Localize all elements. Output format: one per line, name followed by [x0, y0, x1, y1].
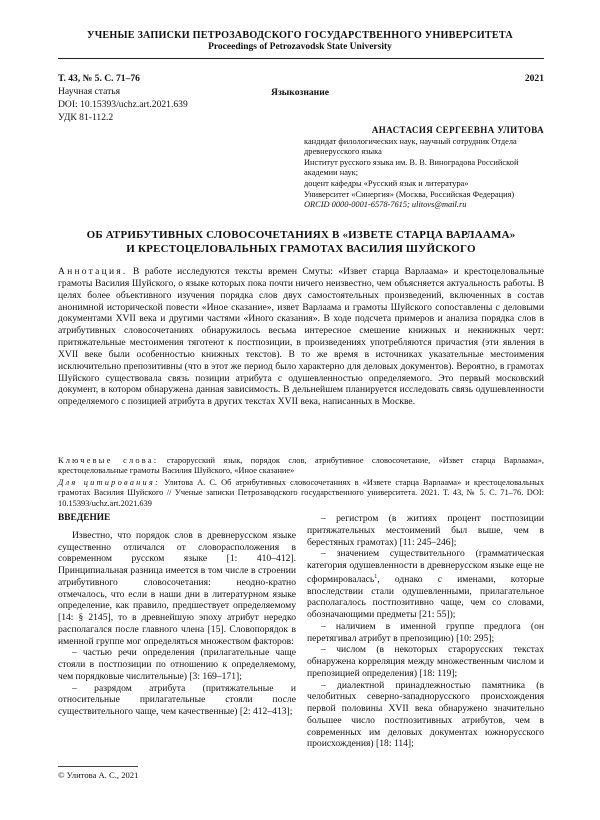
keywords-label: Ключевые слова:: [58, 456, 159, 465]
body-paragraph: – регистром (в житиях процент постпозиции притяжательных местоимений был выше, чем в берестяных грамотах) [11: 245–246];: [307, 513, 544, 548]
header-divider: [58, 58, 544, 59]
article-type: Научная статья: [58, 86, 121, 97]
section-heading: ВВЕДЕНИЕ: [58, 513, 111, 523]
body-text: , однако с именами, которые впоследствии стали одушевленными, прилагательное располагалось постпозитивно чаще, чем со словами, обозначающими предметы [21: 55]);: [307, 573, 544, 621]
author-affiliation: кандидат филологических наук, научный сотрудник Отдела древнерусского языка: [304, 136, 517, 157]
footer-divider: [58, 766, 138, 767]
keywords: [58, 456, 544, 477]
body-paragraph: – наличием в именной группе предлога (он перетягивал атрибут в препозицию) [10: 295];: [307, 620, 544, 644]
citation-label: Для цитирования:: [58, 478, 160, 487]
body-column-left: [58, 513, 296, 718]
udk: УДК 81-112.2: [58, 112, 114, 123]
citation-text: Улитова А. С. Об атрибутивных словосочетаниях в «Извете старца Варлаама» и крестоцеловальных грамотах Василия Шуйского // Ученые записки Петрозаводского государственного университета. 2021. Т. 43, № 5. С. 71–76. DOI: 10.15393/uchz.art.2021.639: [58, 478, 545, 508]
volume-info: Т. 43, № 5. С. 71–76: [58, 73, 140, 84]
body-text: – значением существительного (грамматическая категория одушевленности в древнерусском языке еще не сформировалась: [307, 548, 544, 585]
doi: DOI: 10.15393/uchz.art.2021.639: [58, 99, 188, 110]
citation: [58, 478, 544, 509]
abstract-label: Аннотация.: [58, 266, 128, 277]
article-title-line: И КРЕСТОЦЕЛОВАЛЬНЫХ ГРАМОТАХ ВАСИЛИЯ ШУЙСКОГО: [126, 242, 476, 255]
body-paragraph: [307, 548, 544, 621]
author-name: АНАСТАСИЯ СЕРГЕЕВНА УЛИТОВА: [371, 125, 544, 135]
author-orcid: ORCID 0000-0001-6578-7615; ulitovs@mail.ru: [304, 200, 467, 210]
article-title-line: ОБ АТРИБУТИВНЫХ СЛОВОСОЧЕТАНИЯХ В «ИЗВЕТЕ СТАРЦА ВАРЛААМА»: [86, 229, 516, 241]
rubric: Языкознание: [271, 87, 329, 98]
body-column-right: [307, 513, 544, 750]
copyright: © Улитова А. С., 2021: [58, 770, 139, 780]
keywords-text: старорусский язык, порядок слов, атрибутивное словосочетание, «Извет старца Варлаама», крестоцеловальные грамоты Василия Шуйского, «Иное сказание»: [58, 456, 545, 476]
journal-title-en: Proceedings of Petrozavodsk State University: [208, 42, 392, 52]
year: 2021: [524, 73, 544, 84]
body-paragraph: – разрядом атрибута (притяжательные и относительные прилагательные стояли после существительного чаще, чем качественные) [2: 412–413];: [58, 682, 296, 717]
body-paragraph: – числом (в некоторых старорусских текстах обнаружена корреляция между множественным числом и препозицией определения) [18: 119];: [307, 644, 544, 679]
abstract-text: В работе исследуются тексты времен Смуты: «Извет старца Варлаама» и крестоцеловальные грамоты Василия Шуйского, о языке которых пока почти ничего неизвестно, чем объясняется актуальность работы. В целях более объективного изучения порядка слов двух самостоятельных произведений, включенных в состав анонимной исторической повести «Иное сказание», извет Варлаама и грамоты Шуйского сопоставлены с деловыми документами XVII века и другими частями «Иного сказания». В ходе подсчета примеров и анализа порядка слов в атрибутивных словосочетаниях обнаружилось весьма интересное смешение книжных и некнижных черт: притяжательные местоимения тяготеют к постпозиции, в произведениях употребляются причастия (эти явления в XVII веке были особенностью книжных текстов). В то же время в источниках указательные местоимения исключительно препозитивны (что в этот же период было характерно для деловых документов). Вероятно, в грамотах Шуйского существовала связь позиции атрибута с одушевленностью определяемого. Это первый московский документ, в котором обнаружена данная зависимость. В дельнейшем планируется исследовать связь одушевленности определяемого с позицией атрибута в других текстах XVII века, написанных в Москве.: [58, 266, 544, 408]
author-block: [304, 125, 544, 211]
author-affiliation: Институт русского языка им. В. В. Виноградова Российской академии наук;: [304, 157, 519, 178]
footnote-mark[interactable]: 1: [374, 573, 378, 580]
abstract: [58, 266, 544, 408]
body-paragraph: – диалектной принадлежностью памятника (в челобитных северно-западнорусского происхождения первой половины XVII века обнаружено значительно большее число постпозитивных атрибутов, чем в современных им деловых документах южнорусского происхождения) [18: 114];: [307, 679, 544, 750]
author-affiliation: доцент кафедры «Русский язык и литература»: [304, 178, 469, 188]
body-paragraph: Известно, что порядок слов в древнерусском языке существенно отличался от словорасположения в современном русском языке [1: 410–412]. Принципиальная разница имеется в том числе в строении атрибутивного словосочетания: неодно-кратно отмечалось, что если в наши дни в литературном языке определение, как правило, предшествует определяемому [14: § 2145], то в древнейшую эпоху атрибут нередко располагался после главного члена [15]. Словопорядок в именной группе мог определяться множеством факторов:: [58, 529, 296, 647]
journal-title: УЧЕНЫЕ ЗАПИСКИ ПЕТРОЗАВОДСКОГО ГОСУДАРСТВЕННОГО УНИВЕРСИТЕТА: [87, 30, 513, 41]
author-affiliation: Университет «Синергия» (Москва, Российская Федерация): [304, 189, 515, 199]
body-paragraph: – частью речи определения (прилагательные чаще стояли в постпозиции по отношению к определяемому, чем порядковые числительные) [3: 169–171];: [58, 647, 296, 682]
article-title: [58, 229, 544, 256]
